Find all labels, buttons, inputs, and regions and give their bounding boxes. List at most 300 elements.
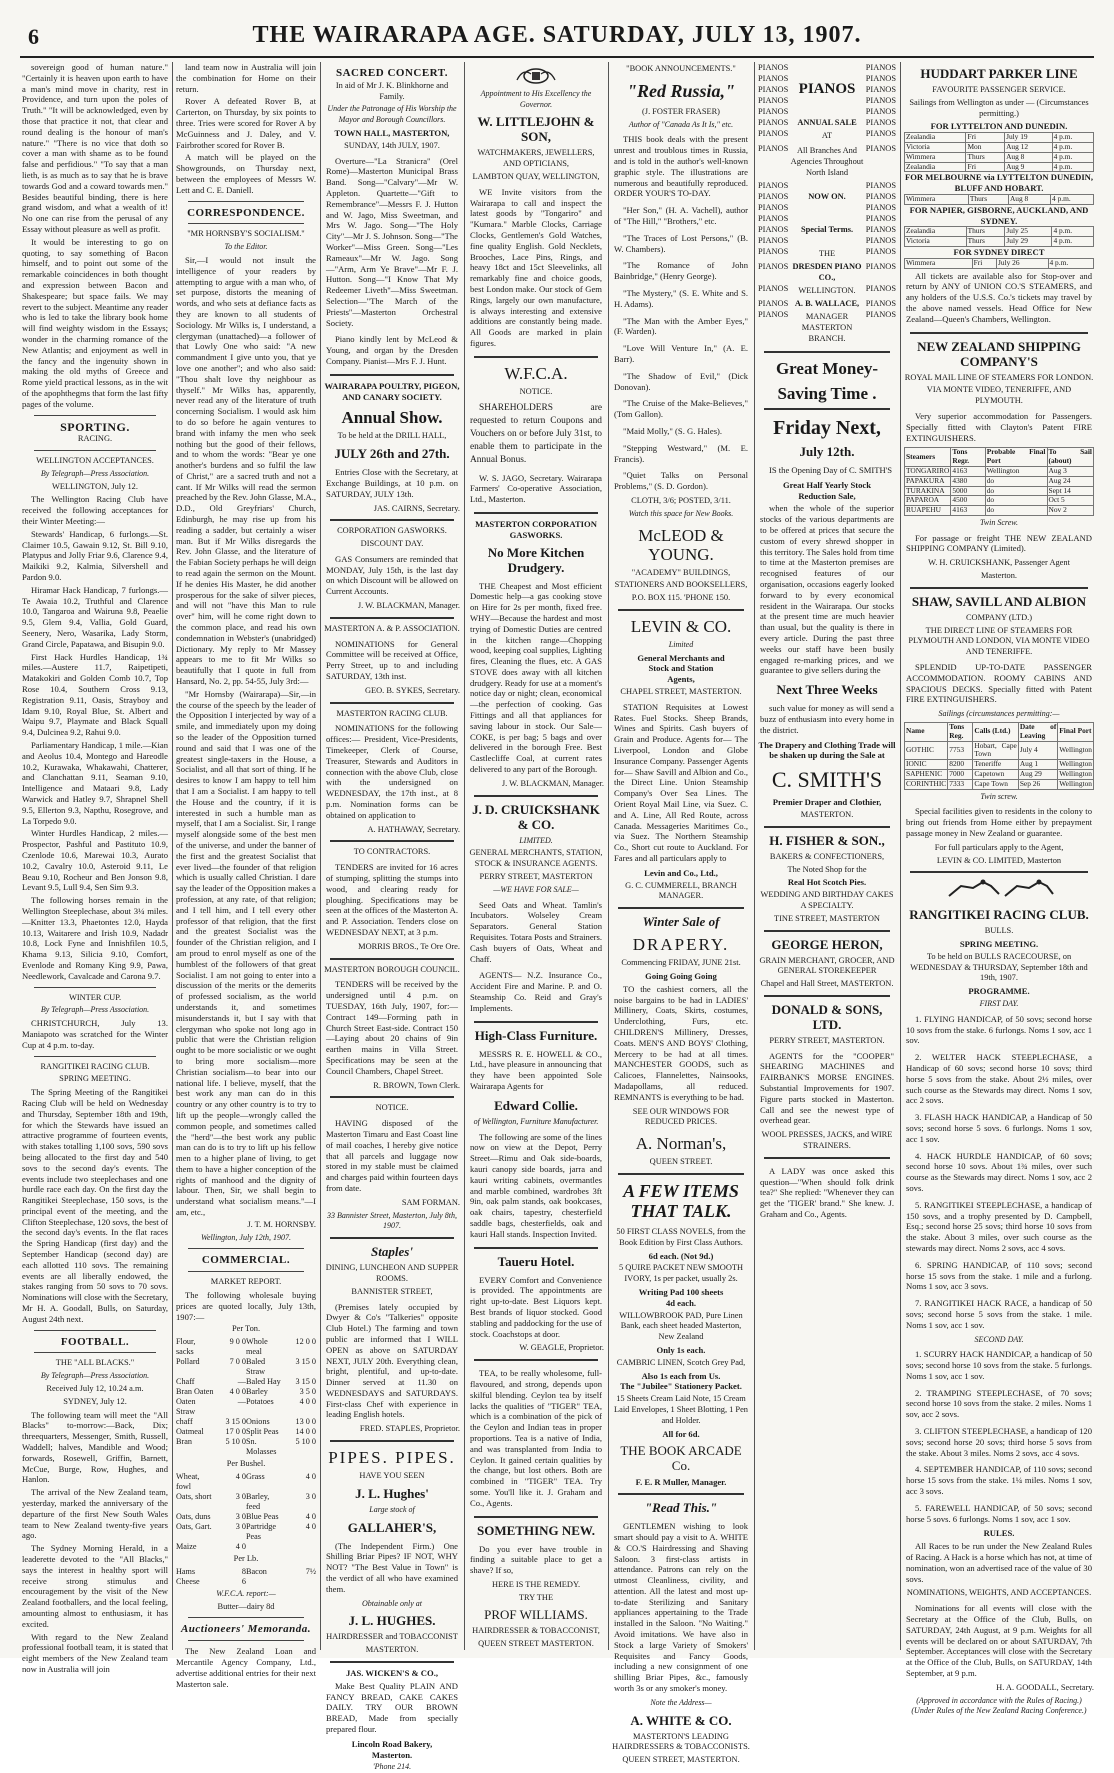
table-cell: 4163 — [951, 506, 985, 516]
article-paragraph: It would be interesting to go on quoting, to say something of Bacon himself, and to point out some of the remarkable coincidences in both thought and expression between Bacon and Shakespeare; but space fails. We may revert to the subject. Meantime any reader who is led to take the library book home will find weighty wisdom in the Essays; wonder in the charming romance of the New Atlantis; and enjoyment as well in the fancy and the ingenuity shown in making the old myths of Greece and Rome yield practical lessons, as in the wit of the apophthegms that form the last fifty pages of the volume. — [22, 236, 168, 409]
table-cell: Aug 1 — [1018, 760, 1057, 770]
ad-title: HUDDART PARKER LINE — [920, 66, 1078, 81]
table-cell: Wimmera — [905, 258, 973, 268]
table-cell: 7000 — [948, 770, 973, 780]
pianos-row — [758, 235, 896, 246]
ad-venue: TOWN HALL, MASTERTON, — [334, 127, 450, 138]
article-paragraph: Rover A defeated Rover B, at Carterton, on Thursday, by six points to three. Tries were scored for Rover A by McGuinness and J. Daley, and V. Fairbrother scored for Rover B. — [176, 96, 316, 150]
race-event: 4. HACK HURDLE HANDICAP, of 60 sovs; second horse 10 sovs. About 1¾ miles, over such course as the Stewards may direct. Noms 1 sov, acc 2 sovs. — [906, 1150, 1092, 1193]
ad-text: Agents, — [667, 674, 695, 685]
received-time: Received July 12, 10.24 a.m. — [46, 1384, 144, 1394]
article-paragraph: The Sydney Morning Herald, in a leaderette devoted to the "All Blacks," says the interest in healthy sport will receive strong stimulus and encouragement by the visit of the New Zealand footballers, and the local feeling, amounting almost to enthusiasm, it has excited. — [22, 1543, 168, 1629]
table-row — [905, 142, 1094, 152]
pianos-row — [758, 261, 896, 283]
table-cell: Aug 3 — [1047, 466, 1094, 476]
article-paragraph: CHRISTCHURCH, July 13. Maniapoto was scratched for the Winter Cup at 4 p.m. to-day. — [22, 1018, 168, 1050]
table-cell: Thurs — [968, 194, 1008, 204]
ad-address: Masterton. — [980, 571, 1018, 581]
report-label: W.F.C.A. report:— — [216, 1588, 276, 1598]
subheading-racing: RACING. — [77, 434, 113, 444]
wire-credit: By Telegraph—Press Association. — [40, 1371, 150, 1381]
ad-text: Real Hot Scotch Pies. — [787, 877, 867, 888]
signature: J. T. M. HORNSBY. — [247, 1219, 316, 1229]
masthead — [0, 18, 1114, 58]
table-cell: Aug 8 — [1005, 152, 1053, 162]
table-row — [905, 779, 1094, 789]
table-cell: July 4 — [1018, 741, 1057, 760]
ad-title: W.F.C.A. — [504, 363, 568, 383]
pianos-center-text: PIANOS — [798, 81, 856, 97]
pianos-word: PIANOS — [758, 85, 789, 94]
ad-subheading: GENERAL MERCHANTS, STATION, STOCK & INSURANCE AGENTS. — [469, 848, 603, 869]
ad-signature: J. W. BLACKMAN, Manager. — [357, 601, 460, 611]
pianos-word: PIANOS — [758, 262, 789, 271]
price-item: Blue Peas — [245, 1512, 279, 1522]
column-rule — [172, 62, 173, 1650]
ad-address: PERRY STREET, MASTERTON — [479, 872, 593, 882]
ad-text: (Approved in accordance with the Rules of Racing.) (Under Rules of the New Zealand Racing Conference.) — [911, 1695, 1087, 1716]
ad-subheading: BAKERS & CONFECTIONERS, — [769, 851, 885, 861]
ad-text: THIS book deals with the present unrest and troublous times in Russia, and is told in the author's well-known graphic style. The illustrations are numerous and beautifully reproduced. ORDER YOUR'S TO-DAY. — [614, 134, 748, 199]
table-cell: Nov 2 — [1047, 506, 1094, 516]
price-value: 9 0 0 — [229, 1337, 246, 1347]
column-rule — [320, 62, 321, 1650]
dateline: SYDNEY, July 12. — [63, 1396, 127, 1406]
pianos-word: PIANOS — [865, 96, 896, 105]
book-item: "Love Will Venture In," (A. E. Barr). — [614, 343, 748, 364]
article-paragraph: A match will be played on the Showgrounds, on Thursday next, between the employees of Messrs W. Lett and C. E. Daniell. — [176, 152, 316, 195]
ad-text: when the whole of the superior stocks of the various departments are to be offered at prices that secure the custom of every shrewd shopper in this territory. The Sales hold from time to time at the Masterton premises are recognised features of our organisation, occasions eagerly looked forward to by every economical resident in the Wairarapa. Our stocks at the present time are much heavier than usual, but the quality is there in every article. During the past three weeks our staff have been busily engaged re-marking prices, and we guarantee to give sellers during the — [760, 503, 894, 676]
ad-text: Obtainable only at — [362, 1598, 422, 1608]
price-item: Oatmeal — [176, 1427, 204, 1437]
ad-subheading: WATCHMAKERS, JEWELLERS, AND OPTICIANS, — [477, 148, 595, 169]
ad-text: P.O. BOX 115. 'PHONE 150. — [631, 593, 731, 603]
pianos-word: PIANOS — [865, 63, 896, 72]
signature-date: Wellington, July 12th, 1907. — [201, 1232, 291, 1242]
ad-text: of Wellington, Furniture Manufacturer. — [473, 1116, 599, 1126]
price-value: — — [237, 1377, 246, 1387]
race-event: 1. SCURRY HACK HANDICAP, a handicap of 50 sovs; second horse 10 sovs from the stake. 5 furlongs. Noms 1 sov, acc 1 sov. — [906, 1349, 1092, 1381]
book-item: "The Cruise of the Make-Believes," (Tom Gallon). — [614, 398, 748, 420]
table-cell: RUAPEHU — [905, 506, 951, 516]
table-row — [905, 258, 1094, 268]
ad-signature: W. H. CRUICKSHANK, Passenger Agent — [928, 558, 1070, 568]
ad-address: Masterton. — [371, 1749, 413, 1760]
ad-title: A FEW ITEMS THAT TALK. — [623, 1180, 739, 1221]
price-value: 4 0 0 — [229, 1387, 246, 1397]
table-cell: Thurs — [966, 237, 1005, 247]
ad-text: F. E. R Muller, Manager. — [635, 1477, 727, 1488]
ad-title: "Red Russia," — [626, 80, 735, 101]
price-item: Wheat, fowl — [176, 1472, 200, 1492]
day-label: SECOND DAY. — [974, 1334, 1024, 1344]
ad-heading: JAS. WICKEN'S & CO., — [345, 1668, 438, 1679]
ad-title: LEVIN & CO. — [630, 616, 732, 636]
bushel-price-list — [176, 1472, 316, 1552]
table-cell: Teneriffe — [973, 760, 1018, 770]
table-cell: Wellington — [1059, 769, 1092, 779]
price-item: Barley, feed — [245, 1492, 270, 1512]
unit-label: Per Bushel. — [226, 1459, 266, 1469]
ad-title: Friday Next, — [773, 417, 881, 439]
ad-text: The "Jubilee" Stationery Packet. — [620, 1381, 742, 1392]
table-cell: Aug 9 — [1005, 162, 1053, 172]
price-item: Partridge Peas — [245, 1522, 276, 1542]
route-heading: FOR LYTTELTON AND DUNEDIN. — [930, 121, 1068, 132]
price-value: 5 10 0 — [295, 1437, 316, 1447]
ad-text: Going Going Going — [645, 971, 717, 982]
ad-text: AGENTS for the "COOPER" SHEARING MACHINES and FAIRBANK'S MORSE ENGINES. Substantial Improvements for 1907. Figure parts stocked in Masterton. Call and see the newest type of overhead gear. — [760, 1050, 894, 1126]
table-row — [905, 194, 1094, 204]
ad-heading: MASTERTON A. & P. ASSOCIATION. — [324, 623, 460, 633]
royal-crest-icon — [468, 66, 604, 87]
ad-text: The Drapery and Clothing Trade will be shaken up during the Sale at — [758, 739, 896, 761]
table-header: Steamers — [905, 448, 951, 467]
ad-text: TO the cashiest corners, all the noise bargains to be had in LADIES' Millinery, Coats, Skirts, costumes, Underclothing, Furs, etc. CHILDREN'S Millinery, Dresses, Coats. MEN'S AND BOYS' Clothing, Mercery to be had at all times. MANCHESTER GOODS, such as Calicoes, Flannelettes, Nainsooks, Madapollams, all reduced. REMNANTS is everything to be had. — [614, 983, 748, 1102]
ad-text: Limited — [668, 639, 694, 649]
pianos-word: PIANOS — [758, 203, 789, 212]
pianos-row — [758, 180, 896, 191]
table-row — [905, 506, 1094, 516]
table-cell: do — [985, 506, 1047, 516]
pianos-word: PIANOS — [865, 118, 896, 127]
ad-signature: R. BROWN, Town Clerk. — [373, 1080, 460, 1090]
lb-price-list — [176, 1567, 316, 1587]
ad-signature: W. GEAGLE, Proprietor. — [519, 1343, 604, 1353]
route-heading: FOR NAPIER, GISBORNE, AUCKLAND, AND SYDNEY. — [909, 204, 1089, 226]
pianos-word: PIANOS — [758, 247, 789, 256]
ad-date: Commencing FRIDAY, JUNE 21st. — [621, 958, 741, 968]
ad-text: TENDERS will be received by the undersigned until 4 p.m. on TUESDAY, 16th July, 1907, for:— Contract 149—Forming path in Church Street East-side. Contract 150—Laying about 20 chains of 9in earthen mains in Villa Street. Specifications may be seen at the Council Chambers, Chapel Street. — [326, 979, 458, 1076]
headline: THE "ALL BLACKS." — [55, 1358, 135, 1368]
price-row — [176, 1417, 316, 1427]
ad-signature: A. HATHAWAY, Secretary. — [367, 824, 460, 834]
salutation: To the Editor. — [224, 242, 268, 252]
ad-text: SHAREHOLDERS are requested to return Coupons and Vouchers on or before July 31st, to enable them to participate in the Annual Bonus. — [470, 402, 602, 465]
price-row — [176, 1437, 316, 1457]
table-cell: July 19 — [1005, 133, 1053, 143]
price-value: 3 5 0 — [299, 1387, 316, 1397]
pianos-word: PIANOS — [758, 107, 789, 116]
table-row — [905, 770, 1094, 780]
pianos-center-text — [788, 213, 866, 224]
pianos-row — [758, 81, 896, 97]
ad-subheading: SPRING MEETING. — [959, 939, 1039, 949]
ad-subheading: NOTICE. — [519, 386, 553, 396]
ad-text: Watch this space for New Books. — [628, 508, 734, 518]
article-paragraph: The following wholesale buying prices are quoted locally, July 13th, 1907:— — [176, 1290, 316, 1322]
ad-text: THE Cheapest and Most efficient Domestic help—a gas cooking stove on Hire for 2s per month, fixed free. WHY—Because the hardest and most trying of Domestic Duties are centred in the kitchen range—Chopping wood, keeping coal supplies, Lighting fires, Cleaning the flues, etc. A GAS STOVE does away with all kitchen drudgery. Ready for use at a moment's notice day or night; clean, economical—the perfection of cooking. Gas Fittings and all that appliances for saving labour in stock. Our Sale—COKE, is per bag; 5 bags and over delivered in the borough Free. Best Castlecliffe Coal, at current rates delivered to any part of the Borough. — [470, 580, 603, 775]
ad-subheading: ROYAL MAIL LINE OF STEAMERS FOR LONDON. — [904, 372, 1094, 382]
price-item: Potatoes — [245, 1397, 274, 1407]
ad-subheading: DINING, LUNCHEON AND SUPPER ROOMS. — [325, 1263, 459, 1283]
ad-text: Special facilities given to residents in the colony to bring out friends from Home either by prepayment passage money in New Zealand or guarantee. — [906, 806, 1092, 839]
pianos-row — [758, 191, 896, 202]
ad-price: CLOTH, 3/6; POSTED, 3/11. — [631, 495, 731, 505]
ad-address: LAMBTON QUAY, WELLINGTON, — [472, 171, 600, 181]
sailing-table — [904, 258, 1094, 269]
article-paragraph: The arrival of the New Zealand team, yesterday, marked the anniversary of the departure of the first New South Wales team to New Zealand twenty-five years ago. — [22, 1487, 168, 1541]
ad-text: GAS Consumers are reminded that MONDAY, July 15th, is the last day on which Discount will be allowed on Current Accounts. — [326, 553, 458, 597]
pianos-word: PIANOS — [865, 299, 896, 308]
price-item: Grass — [245, 1472, 265, 1482]
article-paragraph: First Hack Hurdles Handicap, 1¾ miles.—Austere 11.7, Raipetipeti, Matakokiri and Golden Comb 10.7, Top Rose 10.4, Southern Cross 9.13, Registration 9.11, Oasis, Strayboy and Idam 9.10, Royal Blue, St. Albert and Waipu 9.7, Playmate and Black Squall 9.4, Dulcinea 9.2, Rahui 9.0. — [22, 651, 168, 738]
pianos-row — [758, 298, 896, 309]
table-row — [905, 476, 1094, 486]
price-item: Maize — [176, 1542, 197, 1552]
ad-text: —WE HAVE FOR SALE— — [493, 884, 579, 894]
ad-title: Annual Show. — [341, 408, 443, 428]
pianos-row — [758, 224, 896, 235]
pianos-word: PIANOS — [865, 129, 896, 138]
column-rule — [608, 62, 609, 1650]
ad-address: QUEEN STREET. — [649, 1157, 713, 1167]
price-item: Bran Oaten — [176, 1387, 214, 1397]
ad-text: 5 QUIRE PACKET NEW SMOOTH IVORY, 1s per packet, usually 2s. — [618, 1263, 744, 1284]
ad-address: MASTERTON. — [365, 1645, 419, 1655]
table-cell: Aug 24 — [1047, 476, 1094, 486]
ad-title: Saving Time . — [777, 384, 877, 403]
ad-title: GEORGE HERON, — [771, 936, 883, 952]
table-header: To Sail (about) — [1048, 447, 1092, 466]
table-row — [905, 133, 1094, 143]
section-heading-commercial: COMMERCIAL. — [201, 1254, 291, 1267]
table-row — [905, 741, 1094, 760]
ad-text: Author of "Canada As It Is," etc. — [628, 119, 734, 129]
ad-text: General Merchants and — [637, 652, 725, 663]
table-cell: PAPAROA — [905, 496, 951, 506]
ad-subheading: HAIRDRESSER & TOBACCONIST, — [472, 1626, 600, 1636]
unit-label: Per Lb. — [233, 1554, 259, 1564]
ad-text: HAIRDRESSER and TOBACCONIST — [326, 1632, 458, 1642]
pianos-center-text: A. B. WALLACE, — [794, 299, 860, 308]
price-value: 4 0 — [235, 1472, 246, 1482]
sailing-table — [904, 226, 1094, 247]
pianos-word: PIANOS — [865, 192, 896, 201]
table-header: Probable Final Port — [986, 447, 1046, 466]
ad-date: SUNDAY, 14th JULY, 1907. — [344, 140, 440, 150]
ad-text: Entries Close with the Secretary, at Exchange Buildings, at 10 p.m. on SATURDAY, JULY 13th. — [326, 467, 458, 499]
pianos-word: PIANOS — [865, 247, 896, 256]
ad-title: Winter Sale of — [642, 914, 720, 930]
ad-text: Make Best Quality PLAIN AND FANCY BREAD, CAKE CAKES DAILY. TRY OUR BROWN BREAD, Made from specially prepared flour. — [326, 1680, 458, 1735]
pianos-word: PIANOS — [865, 262, 896, 271]
price-item: Onions — [245, 1417, 270, 1427]
table-cell: July 26 — [997, 258, 1049, 268]
headline: WELLINGTON ACCEPTANCES. — [36, 456, 154, 466]
ad-text: Sailings (circumstances permitting:— — [938, 709, 1060, 719]
pianos-center-text — [788, 180, 866, 191]
section-heading-correspondence: CORRESPONDENCE. — [187, 206, 305, 219]
pianos-row — [758, 128, 896, 143]
price-value: 17 0 0 — [225, 1427, 246, 1437]
ad-dates: JULY 26th and 27th. — [334, 446, 450, 462]
ad-text: SPLENDID UP-TO-DATE PASSENGER ACCOMMODATION. ROOMY CABINS AND SPACIOUS DECKS. Specially fitted with Patent FIRE EXTINGUISHERS. — [906, 662, 1092, 705]
pianos-row — [758, 283, 896, 298]
race-event: 3. FLASH HACK HANDICAP, a Handicap of 50 sovs; second horse 5 sovs. 6 furlongs. Noms 1 sov, acc 1 sov. — [906, 1112, 1092, 1144]
ad-text: To be held on BULLS RACECOURSE, on WEDNESDAY & THURSDAY, September 18th and 19th, 1907. — [910, 951, 1088, 983]
price-item: Oaten Straw — [176, 1397, 196, 1417]
butter-price: Butter—dairy 8d — [217, 1601, 275, 1611]
ad-phone: 'Phone 214. — [372, 1762, 412, 1772]
article-paragraph: Hiramar Hack Handicap, 7 furlongs.—Te Awaia 10.2, Truthful and Clarence 10.0, Tangaroa and Wairuna 9.8, Peaelie 9.5, Glem 9.4, Vallia, Gold Guard, Seenery, Nero, Wasarika, Lady Storm, Grand Circle, Papatawa, and Bisupin 9.0. — [22, 584, 168, 649]
table-cell: Zealandia — [905, 162, 966, 172]
price-item — [246, 1577, 285, 1587]
ad-title: H. FISHER & SON., — [769, 832, 885, 848]
pianos-center-text — [788, 235, 866, 246]
table-header: Name — [905, 723, 948, 742]
ad-text: 50 FIRST CLASS NOVELS, from the Book Edition by First Class Authors. — [616, 1226, 746, 1247]
ad-text: IS the Opening Day of C. SMITH'S — [769, 465, 893, 475]
ad-subheading: THE DIRECT LINE OF STEAMERS FOR PLYMOUTH AND LONDON, VIA MONTE VIDEO AND TENERIFFE. — [908, 625, 1090, 657]
table-cell: Wellington — [1059, 759, 1092, 769]
price-item: Split Peas — [245, 1427, 279, 1437]
table-cell: 4 p.m. — [1048, 258, 1094, 268]
ad-text: Twin screw. — [980, 791, 1018, 801]
market-price-list — [176, 1337, 316, 1457]
ad-signature: MORRIS BROS., Te Ore Ore. — [358, 941, 460, 951]
pianos-center-text: WELLINGTON. — [798, 286, 856, 295]
ad-price: All for 6d. — [662, 1428, 700, 1439]
table-cell: GOTHIC — [905, 741, 948, 760]
price-item: Hams — [176, 1566, 196, 1576]
article-paragraph: The Wellington Racing Club have received the following acceptances for their Winter Meeting:— — [22, 494, 168, 527]
ad-heading: WAIRARAPA POULTRY, PIGEON, AND CANARY SOCIETY. — [324, 380, 460, 402]
table-cell: TONGARIRO — [906, 465, 950, 475]
ad-title: J. L. Hughes' — [355, 1485, 429, 1501]
pianos-center-text: AT — [821, 131, 833, 140]
price-item: Bacon — [245, 1566, 267, 1576]
price-item: Oats, duns — [176, 1512, 211, 1522]
ad-text: TENDERS are invited for 16 acres of stumping, splitting the stumps into wood, and clearing ready for ploughing. Specifications may be seen at the offices of the Masterton A. and P. Association. Tenders close on WEDNESDAY NEXT, at 3 p.m. — [326, 862, 458, 937]
price-value: 5 10 0 — [225, 1437, 246, 1447]
ad-signature: SAM FORMAN. — [401, 1197, 460, 1207]
ad-text: Sailings from Wellington as under — (Circumstances permitting.) — [909, 97, 1089, 118]
pianos-center-text: DRESDEN PIANO CO., — [792, 262, 862, 282]
ad-text: Seed Oats and Wheat. Tamlin's Incubators. Wolseley Cream Separators. General Station Requisites. Totara Posts and Strainers. Cash buyers of Oats, Wheat and Chaff. — [470, 899, 602, 964]
column-rule — [900, 62, 901, 1650]
pianos-word: PIANOS — [865, 310, 896, 319]
table-cell: Wimmera — [905, 152, 966, 162]
ad-text: To be held at the DRILL HALL, — [337, 431, 447, 441]
price-value: 6 — [241, 1576, 246, 1586]
table-header: Tons Regr. — [951, 448, 985, 467]
ad-text: WE Invite visitors from the Wairarapa to call and inspect the latest goods by "Tongariro" and "Kumara." Marble Clocks, Carriage Clocks, Gentlemen's Gold Watches, fine quality English. Gold Necklets, Brooches, Lace Pins, Rings, and heavy 18ct and 15ct Sleevelinks, all remarkably fine and choice goods, best London make. Our stock of Gem Rings, largely our own manufacture, is always interesting and extensive additions are constantly being made. All Goods are marked in plain figures. — [470, 186, 602, 348]
table-cell: do — [985, 476, 1047, 486]
price-item: Chaff — [176, 1377, 195, 1387]
table-cell: Mon — [966, 142, 1005, 152]
pianos-center-text: Special Terms. — [800, 225, 854, 234]
pianos-word: PIANOS — [758, 129, 789, 138]
headline: WINTER CUP. — [68, 992, 122, 1002]
ad-title: Next Three Weeks — [776, 682, 878, 698]
price-value: 4 0 — [235, 1542, 246, 1552]
ad-text: Writing Pad 100 sheets — [638, 1286, 724, 1297]
ad-text: Note the Address— — [650, 1697, 712, 1707]
pianos-ad — [758, 62, 896, 346]
table-cell: Aug 29 — [1018, 770, 1057, 780]
price-value: 8 — [241, 1566, 246, 1576]
newspaper-title: THE WAIRARAPA AGE. SATURDAY, JULY 13, 1907. — [252, 22, 862, 48]
table-cell: Zealandia — [905, 133, 966, 143]
ad-title: A. WHITE & CO. — [630, 1712, 732, 1728]
ad-subheading: GRAIN MERCHANT, GROCER, AND GENERAL STOREKEEPER — [759, 955, 895, 976]
pianos-center-text: ANNUAL SALE — [797, 118, 857, 127]
ad-address: PERRY STREET, MASTERTON. — [769, 1035, 885, 1045]
pianos-row — [758, 246, 896, 261]
price-value: 4 0 0 — [299, 1397, 316, 1407]
table-cell: 4163 — [951, 466, 985, 476]
book-item: "Stepping Westward," (M. E. Francis). — [614, 442, 748, 464]
article-paragraph: The Spring Meeting of the Rangitikei Racing Club will be held on Wednesday and Thursday, September 18th and 19th, for which the Stewards have issued an attractive programme of fourteen events, with stakes totalling 1,100 sovs, 590 sovs being allocated to the first day and 540 sovs to the second day's events. The events include two steeplechases and one hurdle race each day. On the first day the Rangitikei Steeplechase, 150 sovs, is the principal event of the meeting, and the Clifton Steeplechase, 120 sovs, the best of the second day's events. In the flat races the Spring Handicap (first day) and the September Handicap (second day) are each allotted 110 sovs. The remaining events are all liberally endowed, the stakes ranging from 50 sovs to 70 sovs. Nominations will close with the Secretary, Mr H. A. Goodall, Bulls, on Saturday, August 24th next. — [22, 1087, 168, 1324]
table-cell: Zealandia — [905, 227, 967, 237]
ad-subheading: RULES. — [983, 1528, 1015, 1539]
ad-subheading: PROGRAMME. — [968, 986, 1030, 997]
book-list — [612, 203, 750, 494]
price-row — [176, 1337, 316, 1357]
ad-signature: J. W. BLACKMAN, Manager. — [501, 778, 604, 788]
masthead-rule — [20, 56, 1094, 58]
ad-signature: JAS. CAIRNS, Secretary. — [373, 503, 460, 513]
ad-text: The Noted Shop for the — [787, 864, 867, 874]
pianos-word: PIANOS — [758, 214, 789, 223]
ad-text: CAMBRIC LINEN, Scotch Grey Pad, — [616, 1357, 746, 1367]
ad-text: Great Half Yearly Stock — [782, 479, 872, 490]
table-cell: 4 p.m. — [1052, 227, 1094, 237]
pianos-word: PIANOS — [865, 203, 896, 212]
column-7 — [904, 62, 1094, 1716]
ad-date: July 12th. — [799, 444, 855, 459]
dateline: WELLINGTON, July 12. — [52, 481, 138, 491]
article-paragraph: Winter Hurdles Handicap, 2 miles.—Prospector, Pashful and Pastituto 10.9, Czenlode 10.6, Marewai 10.3, Aurato 10.2, Cavalry 10.0, Asteroid 9.11, Le Beau 9.10, Rocheur and Ben Jonson 9.8, Levant 9.5, Lull 9.4, Sen Sim 9.3. — [22, 828, 168, 893]
pianos-word: PIANOS — [865, 284, 896, 293]
ad-subheading: FAVOURITE PASSENGER SERVICE. — [932, 85, 1066, 94]
page-number: 6 — [28, 24, 39, 49]
pianos-row — [758, 106, 896, 117]
column-1 — [22, 62, 168, 1674]
price-value — [285, 1542, 316, 1552]
race-event: 1. FLYING HANDICAP, of 50 sovs; second horse 10 sovs from the stake. 6 furlongs. Noms 1 sov, acc 1 sov. — [906, 1013, 1092, 1046]
ad-signature: G. C. CUMMERELL, BRANCH MANAGER. — [625, 880, 737, 901]
ad-text: Under the Patronage of His Worship the Mayor and Borough Councillors. — [327, 104, 457, 125]
ad-text: For full particulars apply to the Agent, — [934, 842, 1064, 852]
route-heading: FOR MELBOURNE via LYTTELTON DUNEDIN, BLUFF AND HOBART. — [904, 172, 1094, 194]
ad-text: Stock and Station — [648, 663, 714, 674]
ad-text: WOOL PRESSES, JACKS, and WIRE STRAINERS. — [761, 1130, 893, 1151]
section-heading-football: FOOTBALL. — [60, 1335, 130, 1348]
book-item: "The Shadow of Evil," (Dick Donovan). — [614, 370, 748, 392]
race-event: 5. FAREWELL HANDICAP, of 50 sovs; second horse 5 sovs. 6 furlongs. Noms 1 sov, acc 1 sov. — [906, 1502, 1092, 1524]
ad-title: Taueru Hotel. — [497, 1253, 575, 1269]
ad-text: EVERY Comfort and Convenience is provided. The appointments are right up-to-date. Best Liquors kept. Best brands of liquor stocked. Good stabling and paddocking for the use of stock. Coachstops at door. — [470, 1274, 602, 1339]
ad-heading: TO CONTRACTORS. — [353, 847, 431, 857]
ad-title: Staples' — [371, 1244, 413, 1260]
wire-credit: By Telegraph—Press Association. — [40, 468, 150, 478]
price-row — [176, 1427, 316, 1437]
ad-price: 6d each. (Not 9d.) — [648, 1250, 714, 1261]
price-row — [176, 1512, 316, 1522]
column-5 — [612, 62, 750, 1765]
article-paragraph: land team now in Australia will join the combination for Home on their return. — [176, 62, 316, 94]
price-item: Flour, sacks — [176, 1337, 196, 1357]
book-item: "The Man with the Amber Eyes," (F. Warden). — [614, 315, 748, 337]
ad-text: WILLOWBROOK PAD, Pure Linen Bank, each sheet headed Masterton, New Zealand — [619, 1310, 743, 1342]
table-cell: Thurs — [966, 227, 1005, 237]
wire-credit: By Telegraph—Press Association. — [40, 1005, 150, 1015]
price-row — [176, 1577, 316, 1587]
table-cell: 4 p.m. — [1052, 237, 1094, 247]
table-row — [905, 237, 1094, 247]
